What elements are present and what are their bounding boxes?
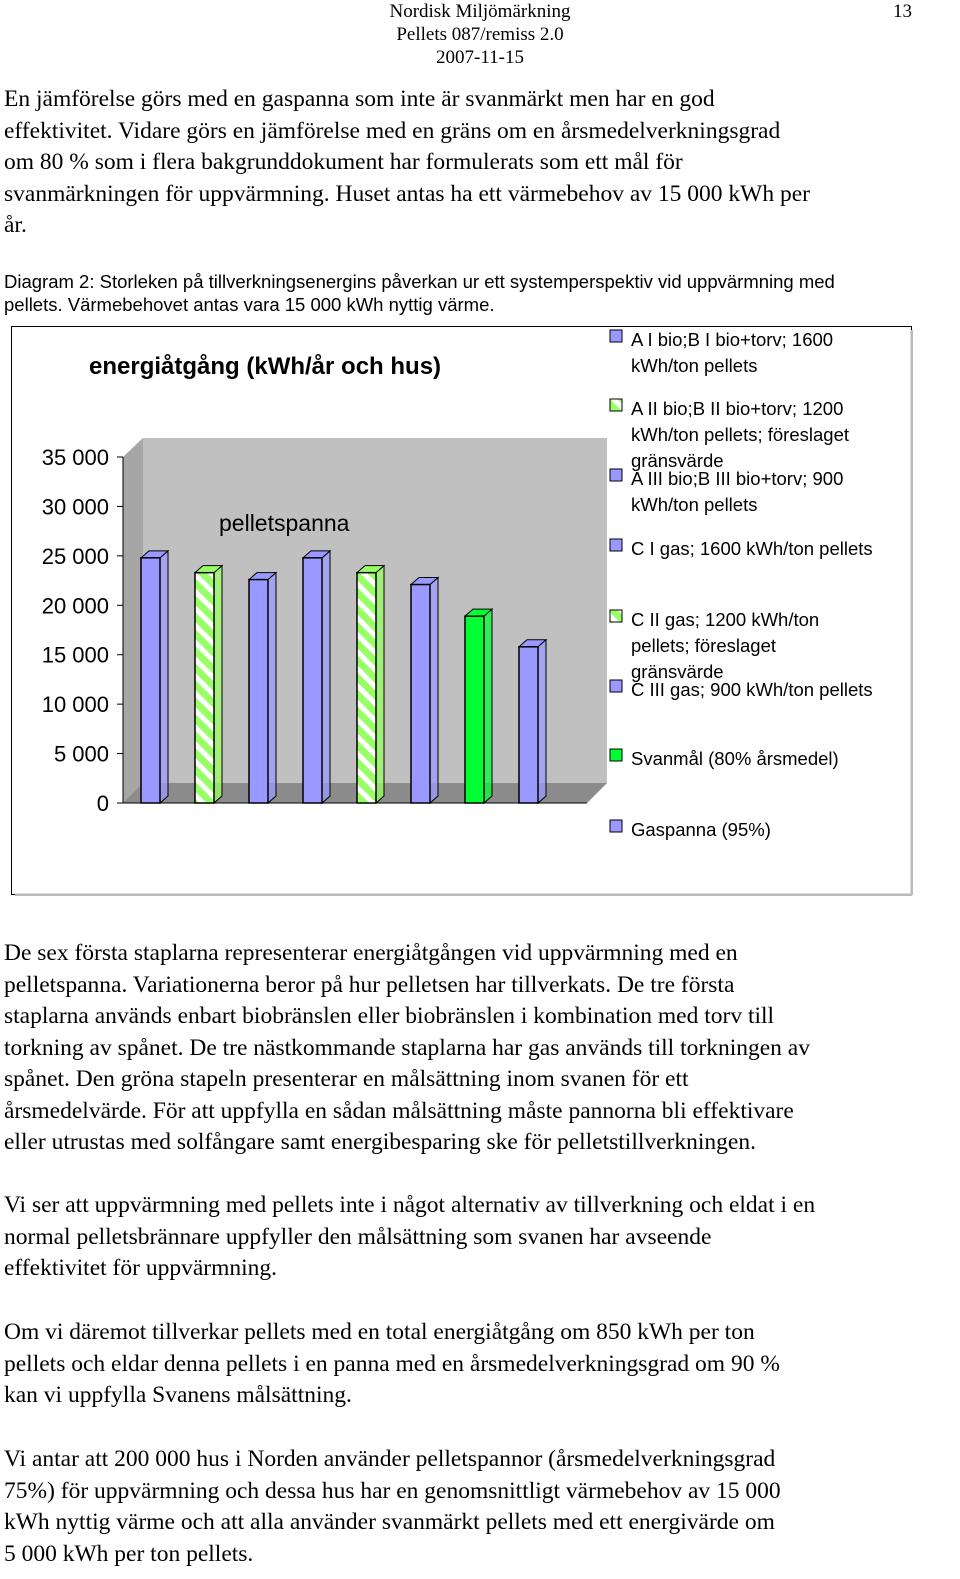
y-tick-label: 5 000	[53, 741, 109, 767]
text-line: spånet. Den gröna stapeln presenterar en målsättning inom svanen för ett	[4, 1066, 689, 1092]
text-line: De sex första staplarna representerar energiåtgången vid uppvärmning med en	[4, 940, 738, 966]
y-tick-label: 10 000	[41, 692, 109, 718]
body-paragraph-4	[4, 1444, 954, 1570]
text-line: staplarna används enbart biobränslen eller biobränslen i kombination med torv till	[4, 1003, 775, 1029]
legend-label: C III gas; 900 kWh/ton pellets	[631, 679, 873, 700]
legend-label: Gaspanna (95%)	[631, 819, 771, 840]
bar-side	[322, 551, 330, 803]
intro-paragraph	[4, 84, 954, 242]
bar	[465, 616, 484, 803]
text-line: svanmärkningen för uppvärmning. Huset antas ha ett värmebehov av 15 000 kWh per	[4, 180, 810, 207]
bar-side	[268, 573, 276, 803]
text-line: effektivitet. Vidare görs en jämförelse med en gräns om en årsmedelverkningsgrad	[4, 117, 781, 144]
bar-side	[160, 551, 168, 803]
bar	[303, 558, 322, 803]
body-paragraph-3	[4, 1317, 954, 1412]
text-line: Vi ser att uppvärmning med pellets inte i något alternativ av tillverkning och eldat i en	[4, 1192, 816, 1218]
energy-bar-chart	[11, 326, 913, 896]
bar-side	[376, 566, 384, 803]
body-paragraph-1	[4, 938, 954, 1159]
legend-label: gränsvärde	[631, 661, 724, 682]
caption-line: Diagram 2: Storleken på tillverkningsenergins påverkan ur ett systemperspektiv vid uppvärmning med	[4, 271, 835, 292]
text-line: Vi antar att 200 000 hus i Norden använder pelletspannor (årsmedelverkningsgrad	[4, 1446, 776, 1472]
header-document-id: Pellets 087/remiss 2.0	[396, 24, 564, 45]
text-line: 5 000 kWh per ton pellets.	[4, 1540, 254, 1567]
text-line: normal pelletsbrännare uppfyller den målsättning som svanen har avseende	[4, 1223, 712, 1250]
text-line: om 80 % som i flera bakgrunddokument har formulerats som ett mål för	[4, 149, 683, 175]
legend-swatch	[610, 469, 622, 481]
header-organization: Nordisk Miljömärkning	[389, 1, 571, 22]
legend-label: gränsvärde	[631, 450, 724, 471]
text-line: pellets och eldar denna pellets i en panna med en årsmedelverkningsgrad om 90 %	[4, 1350, 780, 1377]
legend-label: kWh/ton pellets	[631, 355, 758, 376]
text-line: pelletspanna. Variationerna beror på hur pelletsen har tillverkats. De tre första	[4, 971, 735, 998]
legend-label: C I gas; 1600 kWh/ton pellets	[631, 538, 873, 559]
legend-swatch	[610, 610, 622, 622]
diagram-caption	[4, 270, 949, 316]
text-line: kWh nyttig värme och att alla använder svanmärkt pellets med ett energivärde om	[4, 1509, 775, 1535]
bar	[519, 647, 538, 803]
bar	[195, 573, 214, 803]
legend-label: kWh/ton pellets; föreslaget	[631, 424, 849, 445]
chart-title: energiåtgång (kWh/år och hus)	[89, 353, 442, 380]
text-line: årsmedelvärde. För att uppfylla en sådan målsättning måste pannorna bli effektivare	[4, 1097, 794, 1124]
legend-label: A III bio;B III bio+torv; 900	[631, 468, 844, 489]
y-tick-label: 35 000	[41, 445, 109, 470]
legend-label: C II gas; 1200 kWh/ton	[631, 609, 820, 630]
text-line: år.	[4, 212, 27, 238]
text-line: torkning av spånet. De tre nästkommande staplarna har gas används till torkningen av	[4, 1034, 810, 1061]
text-line: Om vi däremot tillverkar pellets med en total energiåtgång om 850 kWh per ton	[4, 1319, 755, 1345]
text-line: En jämförelse görs med en gaspanna som inte är svanmärkt men har en god	[4, 86, 715, 112]
y-tick-label: 25 000	[41, 543, 109, 569]
running-header	[330, 0, 630, 69]
plot-back-wall	[123, 438, 143, 803]
caption-line: pellets. Värmebehovet antas vara 15 000 kWh nyttig värme.	[4, 294, 495, 315]
legend-label: A I bio;B I bio+torv; 1600	[631, 329, 834, 350]
page-number: 13	[893, 1, 912, 22]
legend-label: pellets; föreslaget	[631, 635, 777, 656]
legend-label: Svanmål (80% årsmedel)	[631, 748, 839, 769]
legend-swatch	[610, 749, 622, 761]
legend-label: A II bio;B II bio+torv; 1200	[631, 398, 844, 419]
chart-annotation: pelletspanna	[219, 510, 350, 536]
text-line: kan vi uppfylla Svanens målsättning.	[4, 1382, 352, 1408]
body-paragraph-2	[4, 1190, 954, 1285]
bar-side	[538, 640, 546, 803]
bar-side	[430, 578, 438, 803]
legend-swatch	[610, 680, 622, 692]
legend-label: kWh/ton pellets	[631, 494, 758, 515]
bar-side	[214, 566, 222, 803]
legend-swatch	[610, 399, 622, 411]
bar	[411, 585, 430, 803]
legend-swatch	[610, 330, 622, 342]
bar	[141, 558, 160, 803]
y-tick-label: 15 000	[41, 642, 109, 668]
text-line: effektivitet för uppvärmning.	[4, 1255, 278, 1281]
legend-swatch	[610, 820, 622, 832]
legend-swatch	[610, 539, 622, 551]
bar-side	[484, 609, 492, 803]
y-tick-label: 30 000	[41, 494, 109, 520]
bar	[357, 573, 376, 803]
header-date: 2007-11-15	[436, 47, 524, 68]
y-tick-label: 20 000	[41, 593, 109, 619]
chart-canvas	[11, 326, 913, 896]
y-tick-label: 0	[96, 791, 109, 816]
text-line: eller utrustas med solfångare samt energibesparing ske för pelletstillverkningen.	[4, 1129, 756, 1155]
text-line: 75%) för uppvärmning och dessa hus har en genomsnittligt värmebehov av 15 000	[4, 1477, 781, 1504]
bar	[249, 580, 268, 803]
